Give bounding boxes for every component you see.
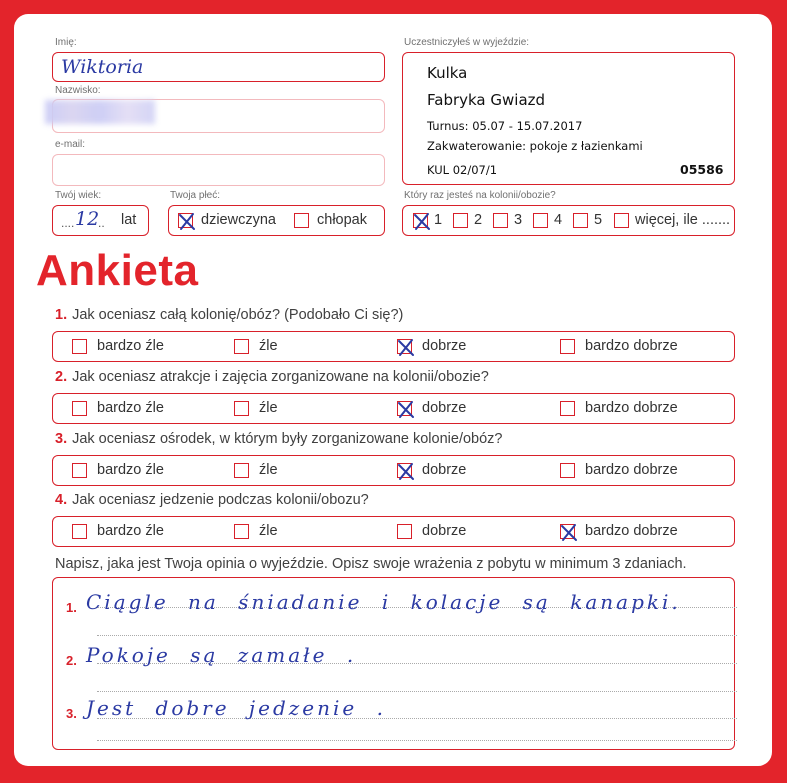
email-label: e-mail: — [55, 139, 86, 150]
question-1 — [55, 307, 403, 323]
trip-camp: Kulka — [427, 64, 468, 82]
gender-checkbox-0[interactable] — [178, 213, 193, 228]
name-label: Imię: — [55, 37, 77, 48]
answer-checkbox-3[interactable] — [560, 524, 575, 539]
times-option-label: 2 — [474, 212, 483, 228]
question-text: Jak oceniasz ośrodek, w którym były zorganizowane kolonie/obóz? — [72, 431, 503, 447]
trip-turnus: Turnus: 05.07 - 15.07.2017 — [427, 119, 583, 133]
gender-option-label: dziewczyna — [201, 212, 276, 228]
trip-accommodation: Zakwaterowanie: pokoje z łazienkami — [427, 139, 643, 153]
answer-option-label: źle — [259, 462, 278, 478]
surname-redacted-blur — [45, 100, 155, 124]
age-label: Twój wiek: — [55, 190, 102, 201]
question-4 — [55, 492, 369, 508]
opinion-handwriting: Jest dobre jedzenie . — [86, 696, 386, 720]
answer-checkbox-1[interactable] — [234, 524, 249, 539]
times-checkbox-5[interactable] — [614, 213, 629, 228]
question-3 — [55, 431, 502, 447]
line-number: 1. — [66, 600, 77, 615]
question-number: 2. — [55, 369, 68, 385]
opinion-handwriting: Pokoje są zamałe . — [86, 643, 357, 667]
answer-option-label: bardzo źle — [97, 523, 164, 539]
gender-checkbox-1[interactable] — [294, 213, 309, 228]
answer-checkbox-3[interactable] — [560, 463, 575, 478]
trip-number: 05586 — [680, 162, 724, 177]
age-field[interactable]: .... 12 .. lat — [52, 205, 149, 236]
times-checkbox-4[interactable] — [573, 213, 588, 228]
ruled-line — [97, 635, 737, 636]
question-text: Jak oceniasz całą kolonię/obóz? (Podobało Ci się?) — [72, 307, 404, 323]
trip-program: Fabryka Gwiazd — [427, 91, 546, 109]
ruled-line — [97, 691, 737, 692]
answer-checkbox-1[interactable] — [234, 339, 249, 354]
answer-option-label: dobrze — [422, 462, 467, 478]
answer-checkbox-1[interactable] — [234, 463, 249, 478]
answer-checkbox-2[interactable] — [397, 401, 412, 416]
question-number: 4. — [55, 492, 68, 508]
survey-title: Ankieta — [36, 246, 199, 295]
answer-checkbox-2[interactable] — [397, 524, 412, 539]
answer-option-label: dobrze — [422, 338, 467, 354]
times-checkbox-0[interactable] — [413, 213, 428, 228]
answer-checkbox-2[interactable] — [397, 463, 412, 478]
answer-checkbox-0[interactable] — [72, 463, 87, 478]
times-option-label: 3 — [514, 212, 523, 228]
answer-checkbox-3[interactable] — [560, 339, 575, 354]
opinion-prompt: Napisz, jaka jest Twoja opinia o wyjeździe. Opisz swoje wrażenia z pobytu w minimum 3 zdaniach. — [55, 556, 687, 572]
question-number: 3. — [55, 431, 68, 447]
times-option-label: 5 — [594, 212, 603, 228]
gender-option-label: chłopak — [317, 212, 367, 228]
answer-checkbox-0[interactable] — [72, 524, 87, 539]
answer-checkbox-0[interactable] — [72, 401, 87, 416]
question-text: Jak oceniasz atrakcje i zajęcia zorganizowane na kolonii/obozie? — [72, 369, 489, 385]
answer-option-label: źle — [259, 400, 278, 416]
answer-option-label: bardzo dobrze — [585, 523, 678, 539]
times-option-label: 4 — [554, 212, 563, 228]
answer-option-label: bardzo dobrze — [585, 338, 678, 354]
line-number: 2. — [66, 653, 77, 668]
times-option-label: więcej, ile ....... — [635, 212, 731, 228]
opinion-handwriting: Ciągle na śniadanie i kolacje są kanapki. — [86, 590, 681, 614]
age-value: 12 — [75, 208, 100, 230]
line-number: 3. — [66, 706, 77, 721]
answer-option-label: dobrze — [422, 523, 467, 539]
question-2 — [55, 369, 489, 385]
times-option-label: 1 — [434, 212, 443, 228]
ruled-line — [97, 740, 737, 741]
answer-checkbox-1[interactable] — [234, 401, 249, 416]
name-value: Wiktoria — [61, 56, 144, 78]
answer-option-label: bardzo źle — [97, 338, 164, 354]
trip-info-box — [402, 52, 735, 185]
name-field[interactable] — [52, 52, 385, 82]
answer-option-label: bardzo źle — [97, 400, 164, 416]
answer-option-label: bardzo źle — [97, 462, 164, 478]
question-number: 1. — [55, 307, 68, 323]
trip-code: KUL 02/07/1 — [427, 163, 498, 177]
times-label: Który raz jesteś na kolonii/obozie? — [404, 190, 556, 201]
answer-checkbox-2[interactable] — [397, 339, 412, 354]
answer-option-label: bardzo dobrze — [585, 462, 678, 478]
email-field[interactable] — [52, 154, 385, 186]
gender-label: Twoja płeć: — [170, 190, 221, 201]
times-checkbox-2[interactable] — [493, 213, 508, 228]
times-checkbox-1[interactable] — [453, 213, 468, 228]
answer-option-label: źle — [259, 338, 278, 354]
times-checkbox-3[interactable] — [533, 213, 548, 228]
answer-option-label: dobrze — [422, 400, 467, 416]
trip-label: Uczestniczyłeś w wyjeździe: — [404, 37, 530, 48]
question-text: Jak oceniasz jedzenie podczas kolonii/obozu? — [72, 492, 369, 508]
answer-checkbox-3[interactable] — [560, 401, 575, 416]
answer-option-label: źle — [259, 523, 278, 539]
answer-option-label: bardzo dobrze — [585, 400, 678, 416]
answer-checkbox-0[interactable] — [72, 339, 87, 354]
age-unit: lat — [121, 212, 137, 228]
surname-label: Nazwisko: — [55, 85, 101, 96]
